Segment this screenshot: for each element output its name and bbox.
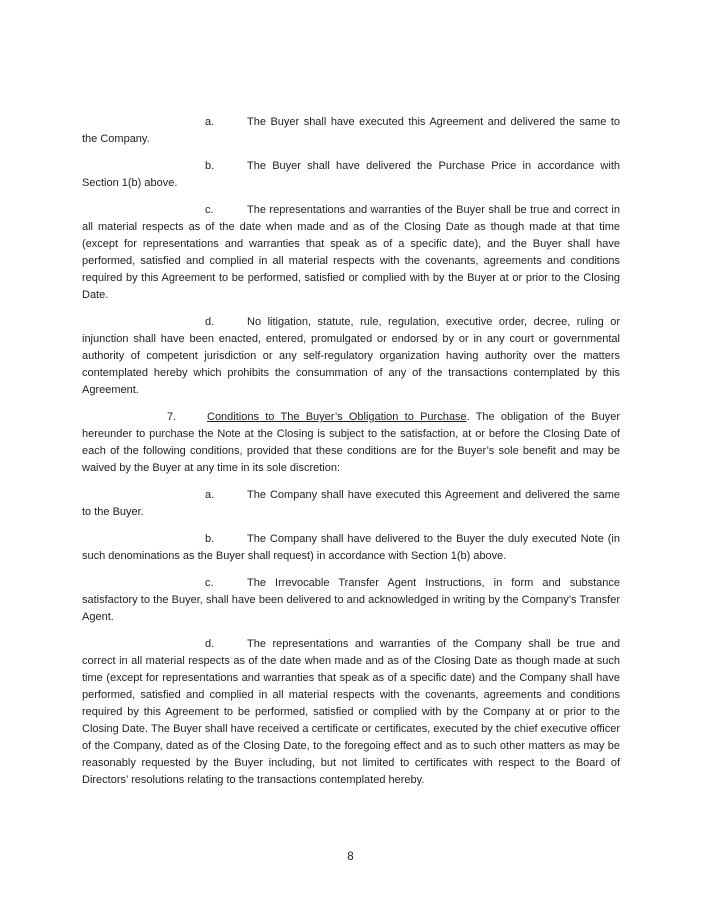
list-item-a-company: [82, 487, 620, 521]
paragraph-text: The obligation of the Buyer hereunder to purchase the Note at the Closing is subject to the satisfaction, at or before the Closing Date of each of the following conditions, provided that these conditions are for the Buyer’s sole benefit and may be waived by the Buyer at any time in its sole discretion:: [82, 411, 621, 474]
list-item-b-buyer: [82, 158, 620, 192]
paragraph-text: The Buyer shall have delivered the Purchase Price in accordance with Section 1(b) above.: [82, 160, 620, 189]
section-heading: Conditions to The Buyer’s Obligation to Purchase: [207, 411, 467, 423]
list-item-c-buyer: [82, 202, 620, 304]
tab-spacer: [82, 212, 205, 213]
paragraph-text: The Buyer shall have executed this Agreement and delivered the same to the Company.: [82, 116, 620, 145]
list-item-a-buyer: [82, 114, 620, 148]
tab-spacer: [82, 324, 205, 325]
list-item-b-company: [82, 531, 620, 565]
tab-spacer: [82, 646, 205, 647]
list-item-c-company: [82, 575, 620, 626]
list-item-label: c.: [205, 577, 214, 589]
tab-spacer: [82, 168, 205, 169]
paragraph-text: The Company shall have delivered to the Buyer the duly executed Note (in such denominations as the Buyer shall request) in accordance with Section 1(b) above.: [82, 533, 620, 562]
list-item-label: c.: [205, 204, 214, 216]
paragraph-text: No litigation, statute, rule, regulation, executive order, decree, ruling or injunction shall have been enacted, entered, promulgated or endorsed by or in any court or governmental authority of competent jurisdiction or any self-regulatory organization having authority over the matters contemplated hereby which prohibits the consummation of any of the transactions contemplated by this Agreement.: [82, 316, 620, 396]
list-item-d-buyer: [82, 314, 620, 399]
paragraph-text: The Company shall have executed this Agreement and delivered the same to the Buyer.: [82, 489, 620, 518]
paragraph-text: The representations and warranties of the Buyer shall be true and correct in all material respects as of the date when made and as of the Closing Date as though made at that time (except for representations and warranties that speak as of a specific date), and the Buyer shall have performed, satisfied and complied in all material respects with the covenants, agreements and conditions required by this Agreement to be performed, satisfied or complied with by the Buyer at or prior to the Closing Date.: [82, 204, 620, 301]
tab-spacer: [82, 124, 205, 125]
paragraph-text: The Irrevocable Transfer Agent Instructions, in form and substance satisfactory to the Buyer, shall have been delivered to and acknowledged in writing by the Company’s Transfer Agent.: [82, 577, 620, 623]
document-body: [82, 114, 620, 799]
tab-spacer: [82, 497, 205, 498]
tab-spacer: [82, 419, 167, 420]
section-7-paragraph: [82, 409, 620, 477]
list-item-label: b.: [205, 533, 215, 545]
section-heading-period: .: [466, 411, 470, 423]
section-number: 7.: [167, 411, 177, 423]
page-footer: [0, 849, 701, 865]
tab-spacer: [82, 541, 205, 542]
page-number: 8: [347, 851, 354, 863]
list-item-label: b.: [205, 160, 215, 172]
list-item-label: a.: [205, 489, 215, 501]
list-item-d-company: [82, 636, 620, 789]
list-item-label: a.: [205, 116, 215, 128]
paragraph-text: The representations and warranties of the Company shall be true and correct in all material respects as of the date when made and as of the Closing Date as though made at such time (except for representations and warranties that speak as of a specific date) and the Company shall have performed, satisfied and complied in all material respects with the covenants, agreements and conditions required by this Agreement to be performed, satisfied or complied with by the Company at or prior to the Closing Date. The Buyer shall have received a certificate or certificates, executed by the chief executive officer of the Company, dated as of the Closing Date, to the foregoing effect and as to such other matters as may be reasonably requested by the Buyer including, but not limited to certificates with respect to the Board of Directors’ resolutions relating to the transactions contemplated hereby.: [82, 638, 620, 786]
list-item-label: d.: [205, 638, 215, 650]
tab-spacer: [82, 585, 205, 586]
list-item-label: d.: [205, 316, 215, 328]
